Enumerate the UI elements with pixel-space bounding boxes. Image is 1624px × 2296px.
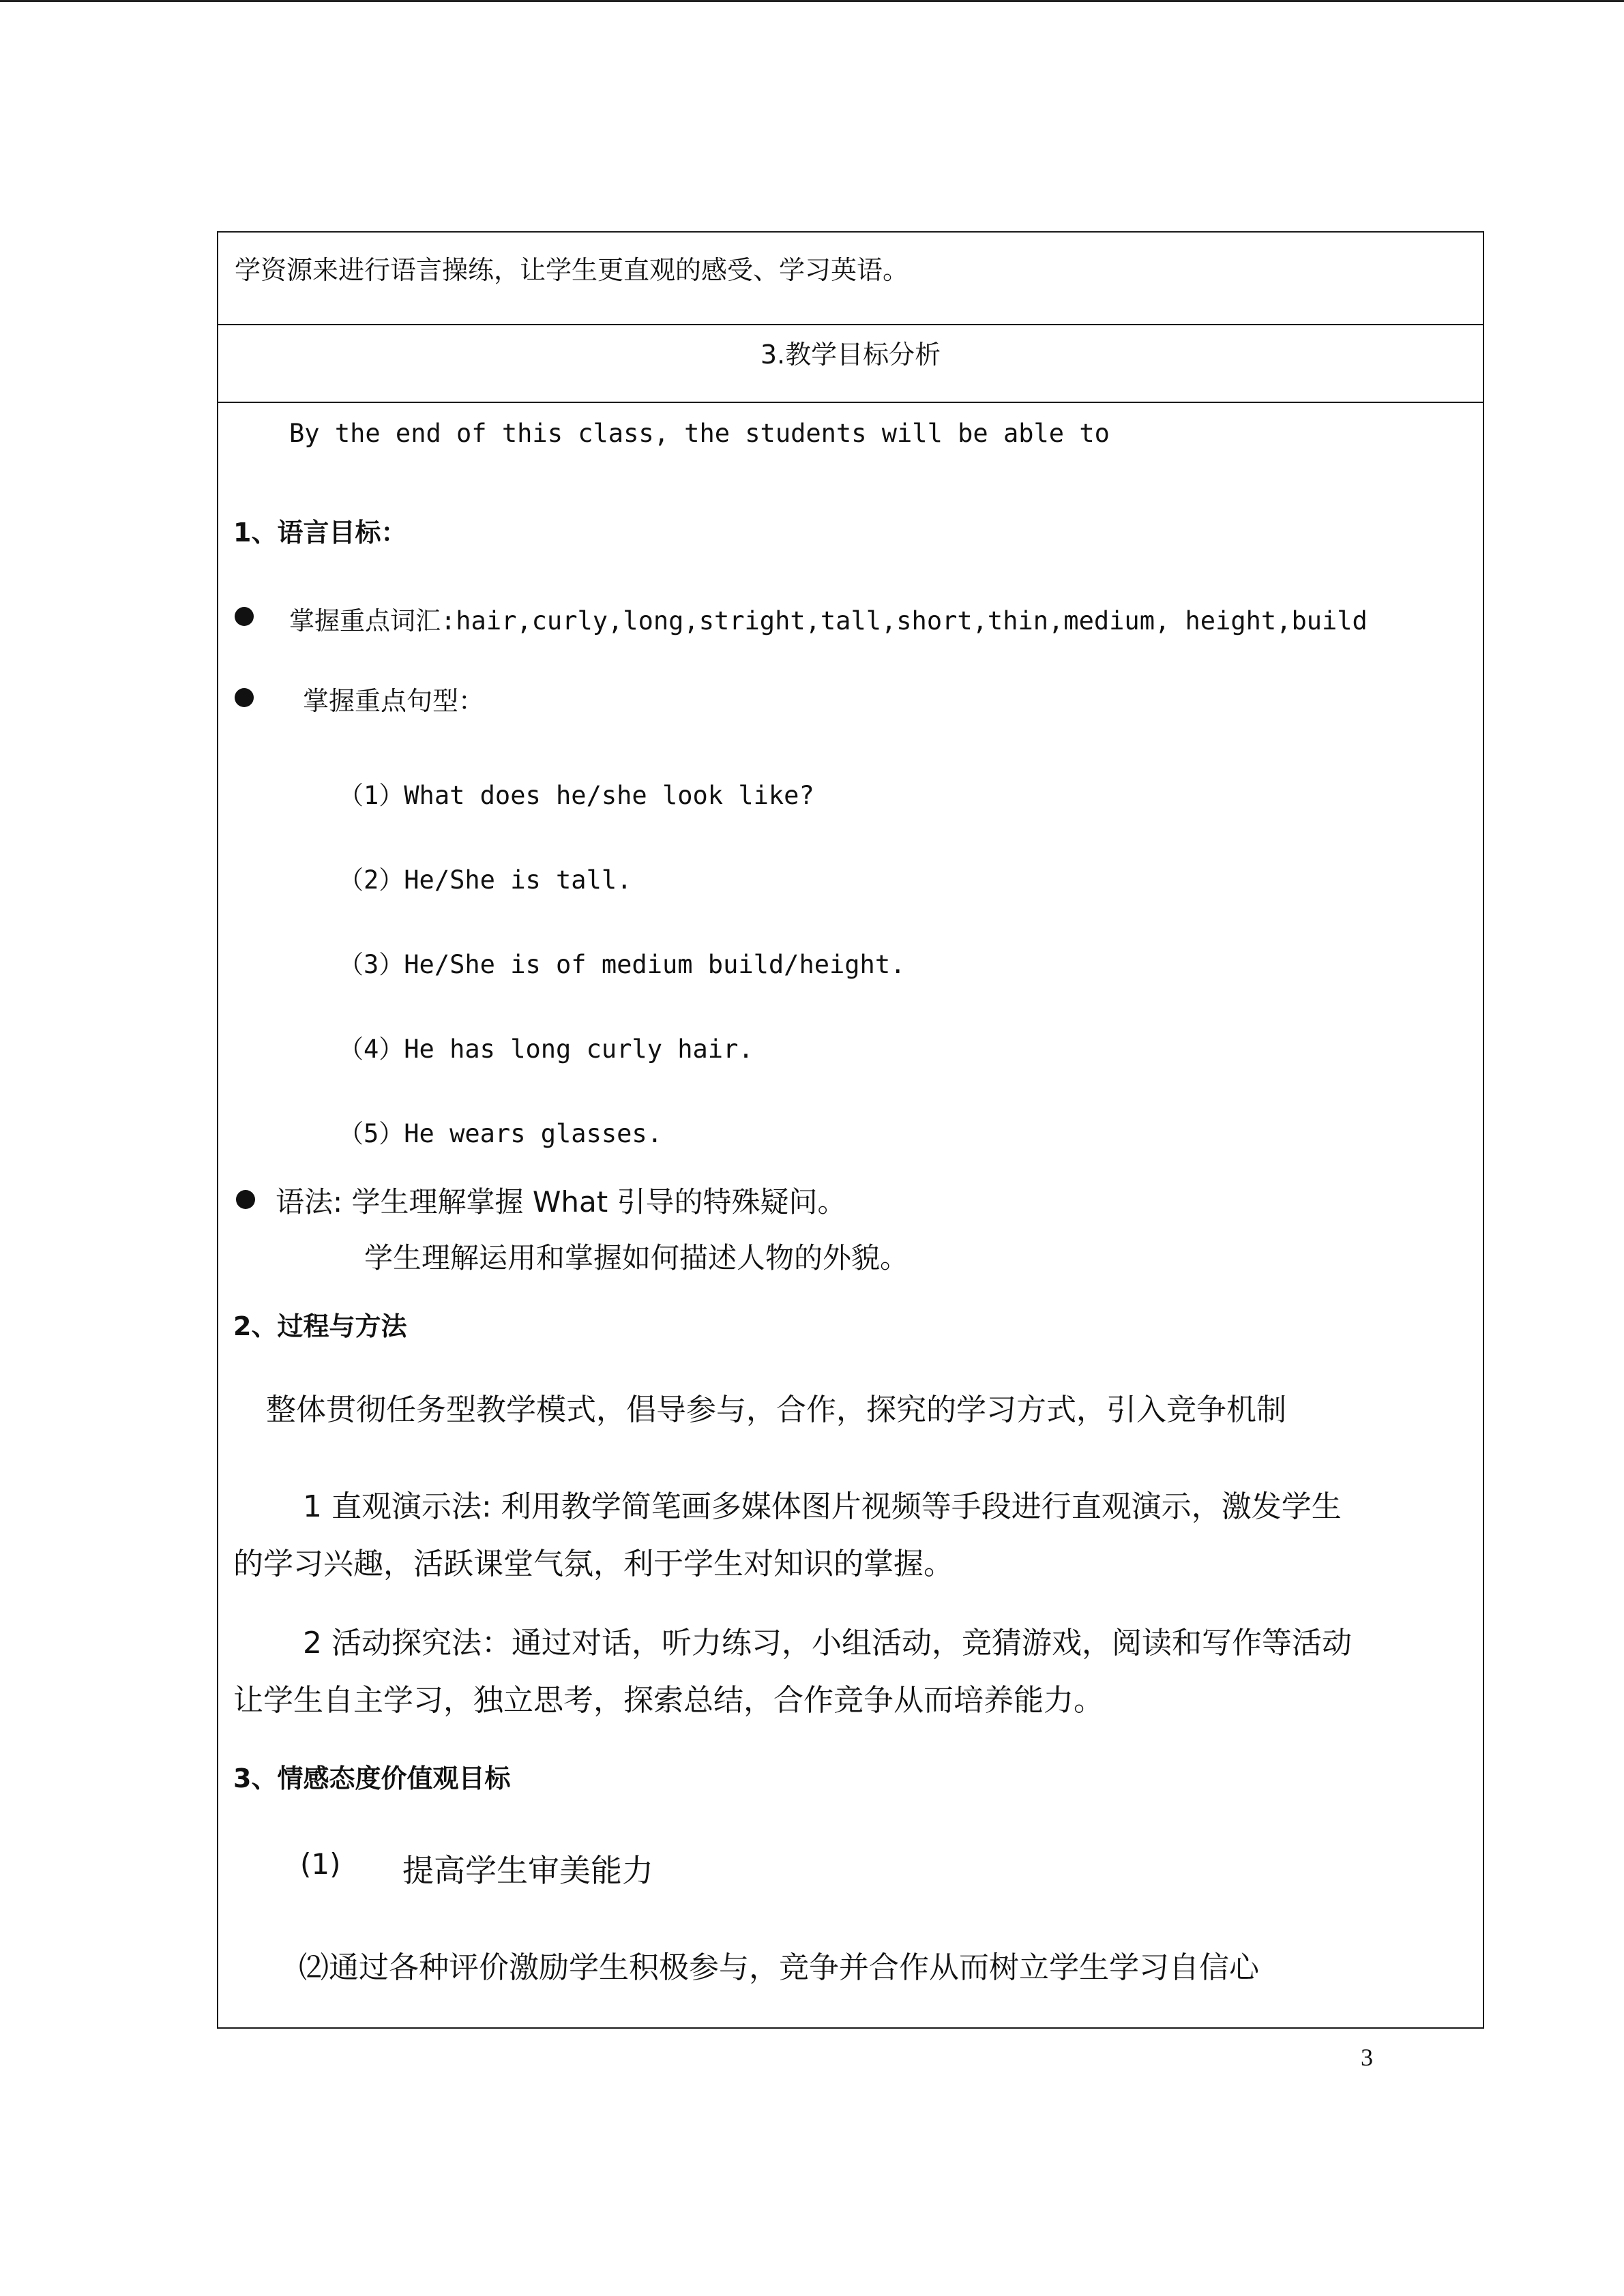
sentence-item: （4）He has long curly hair. [338, 1034, 754, 1064]
bullet-icon [236, 1190, 255, 1209]
sentence-heading: 掌握重点句型： [303, 686, 485, 716]
vocab-text: 掌握重点词汇:hair,curly,long,stright,tall,short,thin,medium, height,build [289, 606, 1368, 636]
process-heading: 2、过程与方法 [233, 1311, 407, 1341]
continued-text: 学资源来进行语言操练，让学生更直观的感受、学习英语。 [235, 255, 909, 285]
grammar-text: 语法: 学生理解掌握 What 引导的特殊疑问。 [276, 1185, 846, 1219]
sentence-item: （2）He/She is tall. [338, 865, 632, 895]
row-divider [218, 402, 1483, 403]
emotion-heading: 3、情感态度价值观目标 [233, 1763, 511, 1793]
emotion-item-1-number: (1) [300, 1847, 341, 1881]
process-item-1: 1 直观演示法: 利用教学简笔画多媒体图片视频等手段进行直观演示，激发学生 [303, 1489, 1342, 1524]
content-table [217, 231, 1484, 2029]
top-border [0, 0, 1624, 2]
sentence-item: （1）What does he/she look like? [338, 781, 814, 810]
section-title: 3.教学目标分析 [760, 340, 941, 370]
page-number: 3 [1361, 2044, 1373, 2071]
language-goal-heading: 1、语言目标： [233, 518, 407, 548]
intro-text: By the end of this class, the students will be able to [289, 419, 1110, 448]
row-divider [218, 324, 1483, 325]
process-item-1-cont: 的学习兴趣，活跃课堂气氛，利于学生对知识的掌握。 [233, 1547, 954, 1581]
process-item-2: 2 活动探究法：通过对话，听力练习，小组活动，竞猜游戏，阅读和写作等活动 [303, 1626, 1352, 1660]
process-summary: 整体贯彻任务型教学模式，倡导参与，合作，探究的学习方式，引入竞争机制 [266, 1392, 1286, 1427]
grammar-text-2: 学生理解运用和掌握如何描述人物的外貌。 [364, 1241, 909, 1274]
emotion-item-2: ⑵通过各种评价激励学生积极参与，竞争并合作从而树立学生学习自信心 [299, 1950, 1259, 1985]
sentence-item: （3）He/She is of medium build/height. [338, 950, 906, 979]
bullet-icon [235, 607, 254, 626]
sentence-item: （5）He wears glasses. [338, 1119, 662, 1148]
bullet-icon [235, 688, 254, 707]
process-item-2-cont: 让学生自主学习，独立思考，探索总结，合作竞争从而培养能力。 [233, 1683, 1104, 1718]
emotion-item-1: 提高学生审美能力 [402, 1852, 653, 1889]
